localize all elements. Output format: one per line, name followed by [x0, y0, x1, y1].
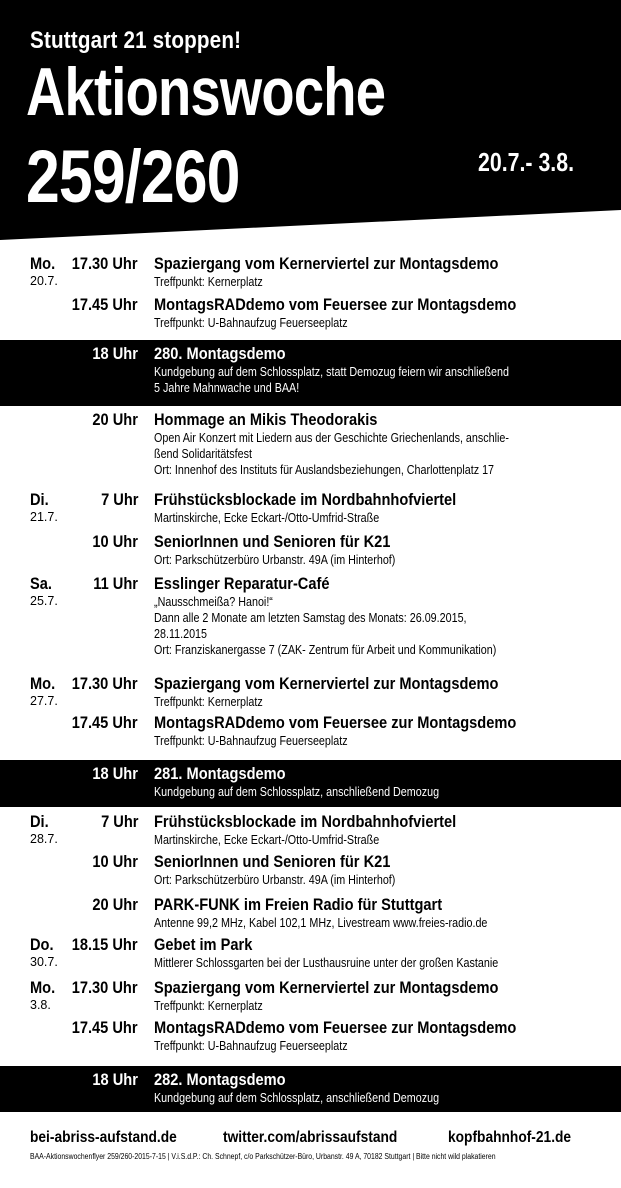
footer-link-website[interactable]: bei-abriss-aufstand.de [30, 1129, 177, 1146]
event-time-text: 17.30 Uhr [72, 254, 138, 273]
event-title-text: SeniorInnen und Senioren für K21 [154, 852, 391, 871]
event-time [86, 574, 138, 594]
event-day: Sa. [30, 574, 52, 593]
event-title-text: Hommage an Mikis Theodorakis [154, 410, 378, 429]
event-time [61, 935, 138, 955]
event-time-text: 18.15 Uhr [72, 935, 138, 954]
event-title [154, 295, 575, 315]
event-detail-line [154, 1038, 594, 1054]
event-detail-text: Treffpunkt: Kernerplatz [154, 275, 263, 289]
event-time-text: 20 Uhr [92, 895, 138, 914]
event-title [154, 254, 555, 274]
event-detail-text: „Nausschmeißa? Hanoi!“ [154, 595, 273, 609]
event-detail-line [154, 446, 594, 462]
event-title-text: Spaziergang vom Kernerviertel zur Montagsdemo [154, 254, 499, 273]
event-date: 3.8. [30, 998, 51, 1012]
event-day: Do. [30, 935, 54, 954]
event-date: 28.7. [30, 832, 58, 846]
event-title-text: 282. Montagsdemo [154, 1070, 286, 1089]
event-detail-line [154, 626, 594, 642]
event-day: Di. [30, 812, 49, 831]
event-time [61, 978, 138, 998]
event-title-text: 281. Montagsdemo [154, 764, 286, 783]
header-number: 259/260 [26, 135, 240, 218]
event-title-text: SeniorInnen und Senioren für K21 [154, 532, 391, 551]
event-detail-text: Ort: Parkschützerbüro Urbanstr. 49A (im Hinterhof) [154, 873, 396, 887]
event-row [0, 410, 621, 492]
event-row [0, 895, 621, 935]
event-title [154, 935, 268, 955]
event-day: Mo. [30, 978, 56, 997]
event-title [154, 674, 555, 694]
event-time [85, 764, 138, 784]
event-title-text: PARK-FUNK im Freien Radio für Stuttgart [154, 895, 443, 914]
event-title [154, 490, 505, 510]
event-title-text: MontagsRADdemo vom Feuersee zur Montagsdemo [154, 295, 517, 314]
event-time [95, 812, 138, 832]
event-detail-line [154, 915, 594, 931]
event-title-text: Spaziergang vom Kernerviertel zur Montagsdemo [154, 674, 499, 693]
event-time [61, 713, 138, 733]
event-title-text: MontagsRADdemo vom Feuersee zur Montagsdemo [154, 713, 517, 732]
event-row [0, 1018, 621, 1062]
event-detail-line [154, 955, 594, 971]
event-detail-text: Martinskirche, Ecke Eckart-/Otto-Umfrid-Straße [154, 833, 380, 847]
event-time [85, 895, 138, 915]
event-time [61, 1018, 138, 1038]
event-detail-text: Martinskirche, Ecke Eckart-/Otto-Umfrid-Straße [154, 511, 380, 525]
event-detail-text: Ort: Franziskanergasse 7 (ZAK- Zentrum für Arbeit und Kommunikation) [154, 643, 497, 657]
event-day: Mo. [30, 674, 56, 693]
event-time-text: 17.45 Uhr [72, 295, 138, 314]
event-row [0, 674, 621, 716]
event-detail-line [154, 552, 594, 568]
event-row [0, 340, 621, 406]
event-time [61, 254, 138, 274]
event-time-text: 7 Uhr [100, 490, 138, 509]
event-detail-line [154, 872, 594, 888]
header-title: Aktionswoche [26, 54, 386, 130]
event-time [85, 344, 138, 364]
event-detail-line [154, 274, 594, 290]
event-time-text: 18 Uhr [92, 764, 138, 783]
event-detail-text: Antenne 99,2 MHz, Kabel 102,1 MHz, Livestream www.freies-radio.de [154, 916, 488, 930]
event-detail-line [154, 1090, 594, 1106]
event-detail-line [154, 594, 594, 610]
event-title [154, 895, 489, 915]
event-detail-text: Treffpunkt: Kernerplatz [154, 999, 263, 1013]
event-detail-text: ßend Solidaritätsfest [154, 447, 252, 461]
event-time-text: 17.45 Uhr [72, 713, 138, 732]
event-date: 27.7. [30, 694, 58, 708]
event-detail-line [154, 694, 594, 710]
event-title-text: Gebet im Park [154, 935, 253, 954]
event-time-text: 20 Uhr [92, 410, 138, 429]
event-day: Di. [30, 490, 49, 509]
event-time-text: 7 Uhr [100, 812, 138, 831]
event-detail-text: Open Air Konzert mit Liedern aus der Geschichte Griechenlands, anschlie- [154, 431, 509, 445]
event-detail-text: Mittlerer Schlossgarten bei der Lusthausruine unter der großen Kastanie [154, 956, 499, 970]
event-time-text: 18 Uhr [92, 1070, 138, 1089]
event-title [154, 574, 358, 594]
event-detail-text: Ort: Innenhof des Instituts für Auslandsbeziehungen, Charlottenplatz 17 [154, 463, 495, 477]
event-title [154, 1018, 575, 1038]
event-title [154, 852, 429, 872]
event-title [154, 344, 307, 364]
footer-imprint-text: BAA-Aktionswochenflyer 259/260-2015-7-15 | V.i.S.d.P.: Ch. Schnepf, c/o Parkschützer-Büro, Urbanstr. 49 A, 70182 Stuttgart | Bitte nicht wild plakatieren [30, 1152, 496, 1161]
event-time [61, 674, 138, 694]
event-time-text: 17.45 Uhr [72, 1018, 138, 1037]
event-title-text: Esslinger Reparatur-Café [154, 574, 330, 593]
event-row [0, 852, 621, 892]
event-title [154, 812, 505, 832]
event-time-text: 18 Uhr [92, 344, 138, 363]
event-row [0, 532, 621, 572]
event-detail-line [154, 610, 594, 626]
event-detail-line [154, 380, 594, 396]
event-detail-text: Treffpunkt: U-Bahnaufzug Feuerseeplatz [154, 316, 348, 330]
event-detail-text: 5 Jahre Mahnwache und BAA! [154, 381, 300, 395]
event-row [0, 295, 621, 339]
footer-imprint [30, 1152, 571, 1161]
event-time-text: 17.30 Uhr [72, 978, 138, 997]
event-detail-line [154, 462, 594, 478]
event-detail-line [154, 784, 594, 800]
event-time-text: 11 Uhr [93, 574, 138, 593]
event-detail-text: 28.11.2015 [154, 627, 208, 641]
event-detail-text: Kundgebung auf dem Schlossplatz, statt Demozug feiern wir anschließend [154, 365, 509, 379]
event-date: 21.7. [30, 510, 58, 524]
event-row [0, 978, 621, 1020]
event-detail-line [154, 733, 594, 749]
event-date: 30.7. [30, 955, 58, 969]
event-detail-line [154, 430, 594, 446]
event-time-text: 10 Uhr [92, 532, 138, 551]
event-title [154, 1070, 307, 1090]
event-detail-text: Kundgebung auf dem Schlossplatz, anschließend Demozug [154, 1091, 440, 1105]
event-time [85, 852, 138, 872]
event-time [61, 295, 138, 315]
event-detail-line [154, 642, 594, 658]
event-time-text: 17.30 Uhr [72, 674, 138, 693]
footer-links [30, 1129, 591, 1147]
event-title [154, 713, 575, 733]
event-detail-line [154, 510, 594, 526]
event-date: 20.7. [30, 274, 58, 288]
event-detail-text: Treffpunkt: U-Bahnaufzug Feuerseeplatz [154, 734, 348, 748]
event-time [85, 532, 138, 552]
event-title [154, 532, 429, 552]
event-detail-text: Kundgebung auf dem Schlossplatz, anschließend Demozug [154, 785, 440, 799]
event-detail-line [154, 364, 594, 380]
event-row [0, 935, 621, 977]
event-time [95, 490, 138, 510]
event-row [0, 812, 621, 854]
event-title-text: Frühstücksblockade im Nordbahnhofviertel [154, 812, 457, 831]
event-row [0, 713, 621, 757]
event-detail-text: Dann alle 2 Monate am letzten Samstag des Monats: 26.09.2015, [154, 611, 467, 625]
event-time [85, 1070, 138, 1090]
event-row [0, 490, 621, 532]
event-date: 25.7. [30, 594, 58, 608]
event-title-text: MontagsRADdemo vom Feuersee zur Montagsdemo [154, 1018, 517, 1037]
event-detail-text: Treffpunkt: U-Bahnaufzug Feuerseeplatz [154, 1039, 348, 1053]
event-detail-line [154, 315, 594, 331]
event-time-text: 10 Uhr [92, 852, 138, 871]
header-dates: 20.7.- 3.8. [478, 147, 575, 177]
event-row [0, 574, 621, 672]
event-row [0, 760, 621, 807]
event-detail-line [154, 998, 594, 1014]
event-title-text: 280. Montagsdemo [154, 344, 286, 363]
event-time [85, 410, 138, 430]
footer-link-twitter[interactable]: twitter.com/abrissaufstand [222, 1129, 398, 1146]
event-title [154, 410, 414, 430]
header-kicker: Stuttgart 21 stoppen! [30, 27, 242, 54]
event-row [0, 1066, 621, 1112]
event-detail-text: Treffpunkt: Kernerplatz [154, 695, 263, 709]
event-title-text: Spaziergang vom Kernerviertel zur Montagsdemo [154, 978, 499, 997]
event-detail-line [154, 832, 594, 848]
footer-link-kopfbahnhof[interactable]: kopfbahnhof-21.de [447, 1129, 571, 1146]
event-detail-text: Ort: Parkschützerbüro Urbanstr. 49A (im Hinterhof) [154, 553, 396, 567]
event-title [154, 978, 555, 998]
event-day: Mo. [30, 254, 56, 273]
event-title [154, 764, 307, 784]
event-title-text: Frühstücksblockade im Nordbahnhofviertel [154, 490, 457, 509]
